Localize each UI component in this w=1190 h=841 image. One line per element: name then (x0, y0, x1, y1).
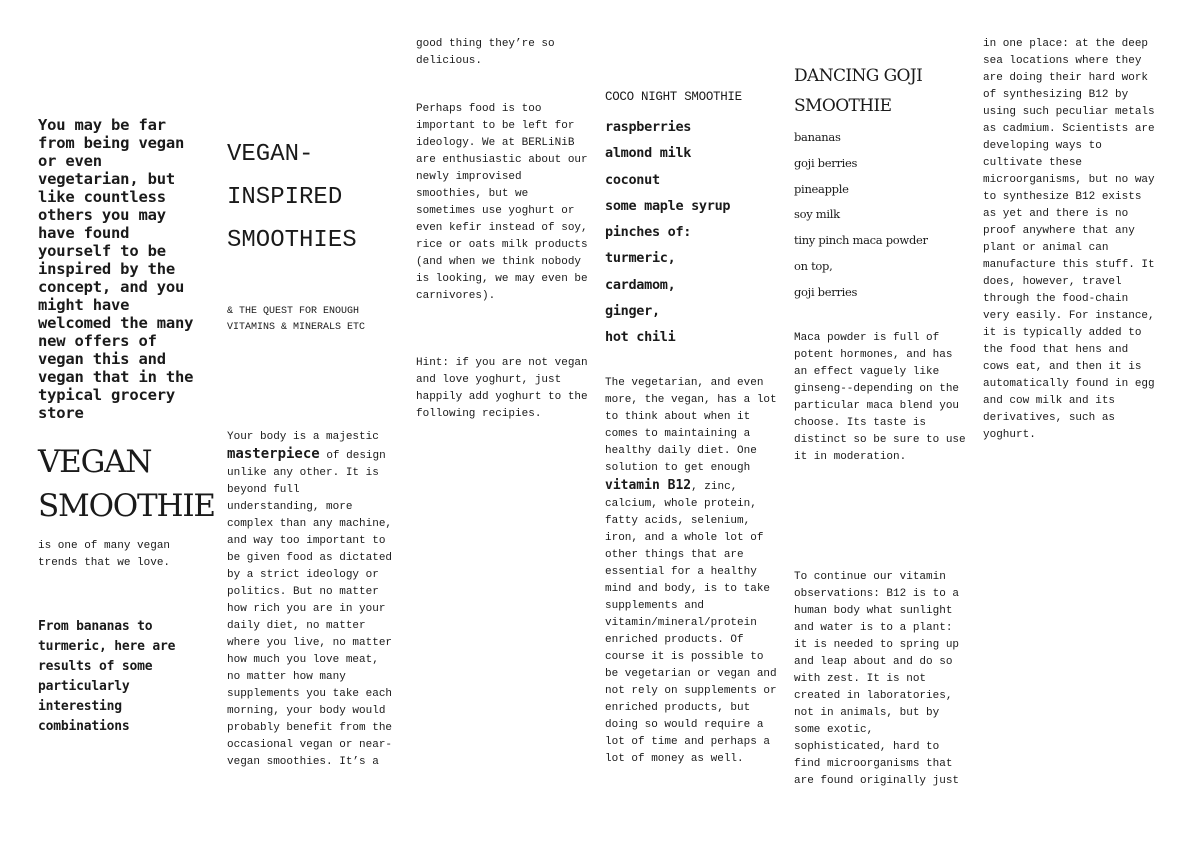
lead-paragraph: From bananas to turmeric, here are results of some particularly interesting combinations (38, 619, 176, 734)
ingredient-item: soy milk (794, 207, 840, 222)
intro-paragraph: You may be far from being vegan or even vegetarian, but like countless others you may have found yourself to be inspired by the concept, and you might have welcomed the many new offers of vegan this and vegan that in the typical grocery store (38, 115, 194, 422)
section-title-line-1: VEGAN- (227, 141, 314, 168)
ingredient-item: coconut (605, 171, 660, 188)
ingredient-item: goji berries (794, 284, 858, 299)
body-rest: of design unlike any other. It is beyond full understanding, more complex than any machine, and way too important to be given food as dictated by a strict ideology or politics. But no matter how rich you are in your daily diet, no matter where you live, no matter how much you love meat, no matter how many supplements you take each morning, your body would probably benefit from the occasional vegan or near-vegan smoothies. It’s a (227, 450, 393, 768)
body-paragraph-3: Perhaps food is too important to be left for ideology. We at BERLiNiB are enthusiastic about our newly improvised smoothies, but we sometimes use yoghurt or even kefir instead of soy, rice or oats milk products (and when we think nobody is looking, we may even be carnivores). (416, 103, 588, 302)
ingredient-item: hot chili (605, 329, 676, 346)
recipe-title-line-2: SMOOTHIE (794, 96, 892, 116)
body-emphasis: masterpiece (227, 446, 320, 462)
body-rest: , zinc, calcium, whole protein, fatty acids, selenium, iron, and a whole lot of other things that are essential for a healthy mind and body, is to take supplements and vitamin/mineral/protein enriched products. Of course it is possible to be vegetarian or vegan and not rely on supplements or enriched products, but doing so would require a lot of time and perhaps a lot of money as well. (605, 481, 777, 765)
recipe-title-coco: COCO NIGHT SMOOTHIE (605, 90, 742, 104)
ingredient-item: some maple syrup (605, 197, 731, 214)
page-title (38, 440, 213, 528)
ingredient-item: bananas (794, 130, 841, 144)
ingredient-item: almond milk (605, 145, 692, 162)
ingredient-item: cardamom, (605, 276, 676, 293)
title-line-1: VEGAN (38, 444, 152, 480)
section-title-line-3: SMOOTHIES (227, 227, 357, 254)
recipe-title-line-1: DANCING GOJI (794, 66, 923, 86)
section-title-line-2: INSPIRED (227, 184, 343, 211)
ingredient-item: goji berries (794, 155, 858, 170)
hint-paragraph: Hint: if you are not vegan and love yoghurt, just happily add yoghurt to the following recipies. (416, 357, 588, 420)
title-line-2: SMOOTHIE (38, 488, 215, 524)
recipe-title-goji (794, 61, 966, 121)
ingredient-item: ginger, (605, 303, 660, 320)
ingredient-item: on top, (794, 258, 833, 273)
b12-paragraph-continued: in one place: at the deep sea locations where they are doing their hard work of synthesizing B12 by using such peculiar metals as cadmium. Scientists are developing ways to cultivate these microorganisms, but no way to synthesize B12 exists as yet and there is no proof anywhere that any plant or animal can manufacture this stuff. It does, however, travel through the food-chain very easily. For instance, it is typically added to the food that hens and cows eat, and then it is automatically found in egg and cow milk and its derivatives, such as yoghurt. (983, 38, 1155, 441)
ingredient-list-coco (605, 114, 780, 351)
title-subtitle: is one of many vegan trends that we love. (38, 540, 171, 569)
body-start: The vegetarian, and even more, the vegan, has a lot to think about when it comes to maintaining a healthy daily diet. One solution to get enough (605, 377, 777, 474)
section-kicker: & THE QUEST FOR ENOUGH VITAMINS & MINERALS ETC (227, 306, 366, 333)
ingredient-item: turmeric, (605, 250, 676, 267)
body-paragraph-2: good thing they’re so delicious. (416, 38, 555, 67)
ingredient-list-goji (794, 125, 969, 306)
body-emphasis: vitamin B12 (605, 478, 692, 493)
section-title (227, 133, 397, 262)
maca-paragraph: Maca powder is full of potent hormones, and has an effect vaguely like ginseng--depending on the particular maca blend you choose. Its taste is distinct so be sure to use it in moderation. (794, 332, 966, 463)
body-paragraph-4 (605, 375, 777, 768)
ingredient-item: pinches of: (605, 224, 692, 241)
body-paragraph-1 (227, 429, 395, 771)
b12-paragraph: To continue our vitamin observations: B12 is to a human body what sunlight and water is to a plant: it is needed to spring up and leap about and do so with zest. It is not created in laboratories, not in animals, but by some exotic, sophisticated, hard to find microorganisms that are found originally just (794, 571, 960, 787)
ingredient-item: raspberries (605, 119, 692, 135)
ingredient-item: pineapple (794, 181, 849, 196)
body-start: Your body is a majestic (227, 431, 379, 443)
ingredient-item: tiny pinch maca powder (794, 233, 928, 248)
